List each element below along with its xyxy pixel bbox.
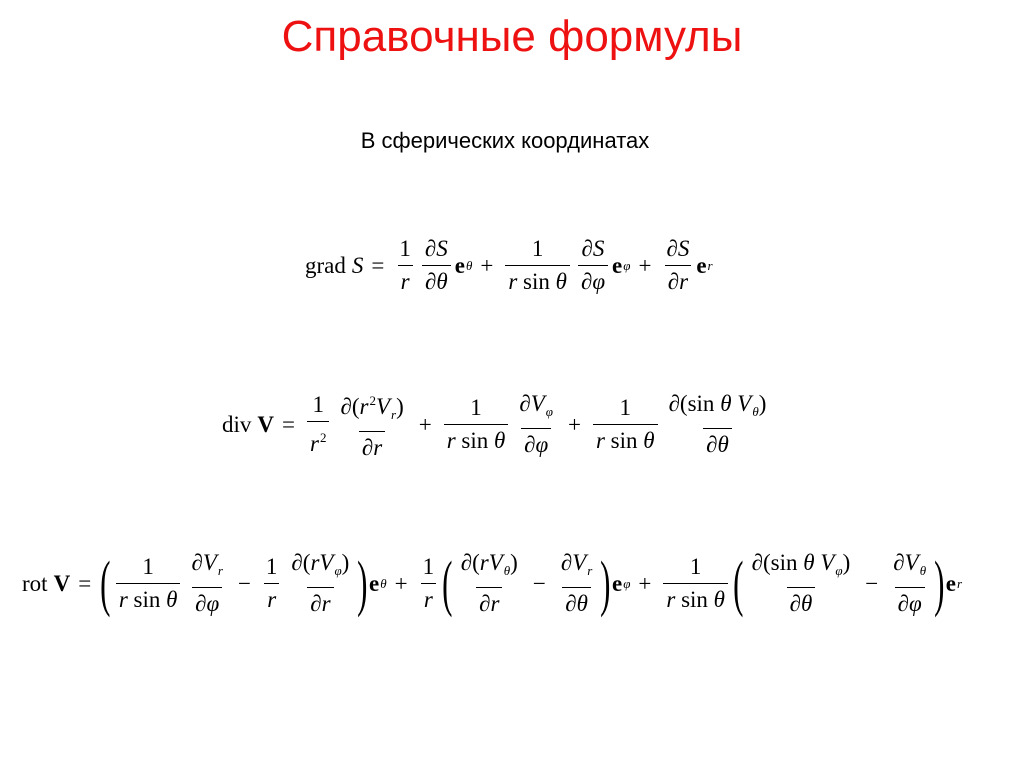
section-subtitle: В сферических координатах bbox=[360, 128, 650, 153]
formula-div: div V = $\frac{1}{r^2}$ $\frac{\partial(r^2V_r)}{\partial r}$ + $\frac{1}{\text{r sin θ}}$ $\frac{\partial V_\varphi}{\partial\varphi}$ + $\frac{1}{\text{r sin θ}}$ $\frac{\partial(\sin \theta V_\theta)}{\partial\theta}$ bbox=[222, 386, 773, 463]
formula-grad: grad S = $\frac{1}{r}$ $\frac{\partial S}{\partial\theta}$ e θ + $\frac{1}{\text{r sin θ}}$ $\frac{\partial S}{\partial\varphi}$ e φ + $\frac{\partial S}{\partial r}$ e r bbox=[305, 234, 713, 297]
formula-rot: rot V = ( $\frac{1}{\text{r sin θ}}$ $\frac{\partial V_r}{\partial\varphi}$ − $\frac{1}{r}$ $\frac{\partial(rV_\varphi)}{\partial r}$ ) e θ + $\frac{1}{r}$ ( $\frac{\partial(rV_\theta)}{\partial r}$ − $\frac{\partial V_r}{\partial\theta}$ ) e φ + $\frac{1}{\text{r sin θ}}$ ( $\frac{\partial(\sin \theta V_\varphi)}{\partial\theta}$ − $\frac{\partial V_\theta}{\partial\varphi}$ ) e r bbox=[22, 549, 963, 618]
slide-title: Справочные формулы bbox=[281, 12, 743, 61]
